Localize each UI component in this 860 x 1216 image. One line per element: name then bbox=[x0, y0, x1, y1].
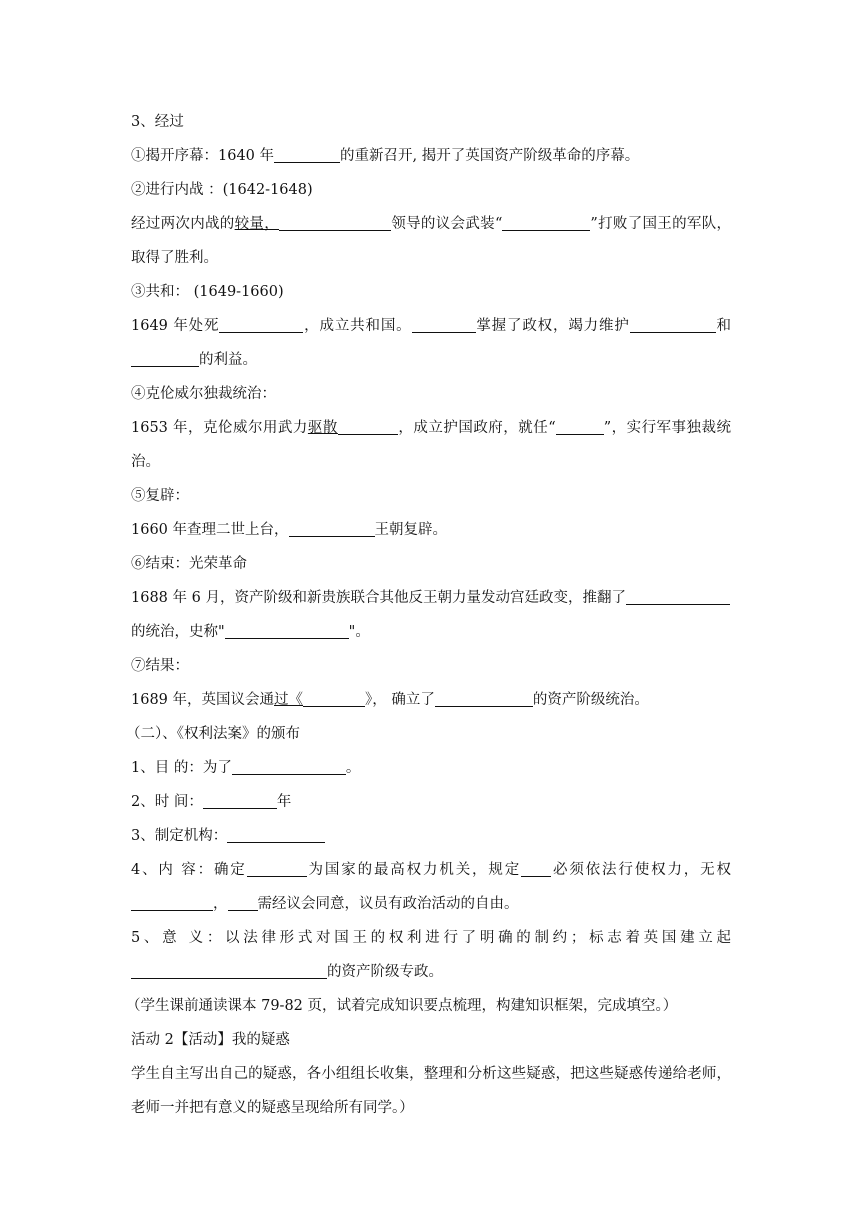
fill-blank[interactable] bbox=[289, 521, 375, 537]
fill-blank[interactable] bbox=[203, 793, 277, 809]
bill-heading: （二）、《权利法案》的颁布 bbox=[126, 726, 300, 742]
step-7-line: 1689 年，英国议会通过《 》， 确立了 的资产阶级统治。 bbox=[131, 692, 649, 708]
fill-blank[interactable] bbox=[630, 317, 716, 333]
step-7-title: ⑦结果： bbox=[131, 658, 189, 674]
fill-blank[interactable] bbox=[626, 589, 730, 605]
fill-blank[interactable] bbox=[435, 691, 533, 707]
step-2-line: 经过两次内战的较量， 领导的议会武装“ ”打败了国王的军队， bbox=[131, 216, 732, 232]
step-4-line-cont: 治。 bbox=[131, 454, 160, 470]
step-3-line-cont: 的利益。 bbox=[131, 350, 731, 370]
step-5-title: ⑤复辟： bbox=[131, 488, 189, 504]
section-heading: 3、经过 bbox=[131, 114, 184, 130]
fill-blank[interactable] bbox=[412, 317, 476, 333]
bill-item-significance: 5、意 义：以法律形式对国王的权利进行了明确的制约；标志着英国建立起 bbox=[131, 930, 731, 946]
bill-item-purpose: 1、目 的：为了 。 bbox=[131, 760, 361, 776]
step-1-line: ①揭开序幕：1640 年 的重新召开, 揭开了英国资产阶级革命的序幕。 bbox=[131, 148, 640, 164]
fill-blank[interactable] bbox=[131, 963, 327, 979]
step-6-title: ⑥结束：光荣革命 bbox=[131, 556, 247, 572]
step-4-line: 1653 年，克伦威尔用武力驱散 ，成立护国政府，就任“ ”，实行军事独裁统 bbox=[131, 420, 732, 436]
activity-title: 活动 2【活动】我的疑惑 bbox=[131, 1032, 290, 1048]
bill-item-content: 4、内 容：确定 为国家的最高权力机关，规定 必须依法行使权力，无权 bbox=[131, 862, 732, 878]
study-note: （学生课前通读课本 79-82 页，试着完成知识要点梳理，构建知识框架，完成填空。） bbox=[126, 998, 678, 1014]
bill-item-body: 3、制定机构： bbox=[131, 826, 731, 846]
fill-blank[interactable] bbox=[521, 861, 551, 877]
fill-blank[interactable] bbox=[225, 623, 349, 639]
fill-blank[interactable] bbox=[279, 215, 391, 231]
step-6-line: 1688 年 6 月，资产阶级和新贵族联合其他反王朝力量发动宫廷政变，推翻了 bbox=[131, 588, 731, 608]
step-2-title: ②进行内战 ：(1642-1648) bbox=[131, 182, 313, 198]
bill-item-content-cont: ， 需经议会同意，议员有政治活动的自由。 bbox=[131, 894, 731, 914]
fill-blank[interactable] bbox=[232, 759, 346, 775]
step-6-line-cont: 的统治，史称" "。 bbox=[131, 624, 370, 640]
step-3-line: 1649 年处死 ，成立共和国。 掌握了政权，竭力维护 和 bbox=[131, 318, 732, 334]
step-4-title: ④克伦威尔独裁统治： bbox=[131, 386, 276, 402]
step-3-title: ③共和： (1649-1660) bbox=[131, 284, 284, 300]
activity-paragraph: 学生自主写出自己的疑惑，各小组组长收集，整理和分析这些疑惑，把这些疑惑传递给老师， bbox=[131, 1066, 731, 1082]
fill-blank[interactable] bbox=[556, 419, 604, 435]
fill-blank[interactable] bbox=[131, 351, 199, 367]
fill-blank[interactable] bbox=[274, 147, 340, 163]
bill-item-significance-cont: 的资产阶级专政。 bbox=[131, 962, 731, 982]
fill-blank[interactable] bbox=[247, 861, 307, 877]
fill-blank[interactable] bbox=[303, 691, 365, 707]
fill-blank[interactable] bbox=[228, 895, 258, 911]
fill-blank[interactable] bbox=[338, 419, 398, 435]
fill-blank[interactable] bbox=[219, 317, 303, 333]
bill-item-time: 2、时 间： 年 bbox=[131, 794, 292, 810]
activity-paragraph-cont: 老师一并把有意义的疑惑呈现给所有同学。） bbox=[131, 1100, 414, 1116]
fill-blank[interactable] bbox=[131, 895, 213, 911]
fill-blank[interactable] bbox=[227, 827, 325, 843]
step-5-line: 1660 年查理二世上台， 王朝复辟。 bbox=[131, 522, 448, 538]
fill-blank[interactable] bbox=[502, 215, 590, 231]
step-2-line-cont: 取得了胜利。 bbox=[131, 250, 218, 266]
